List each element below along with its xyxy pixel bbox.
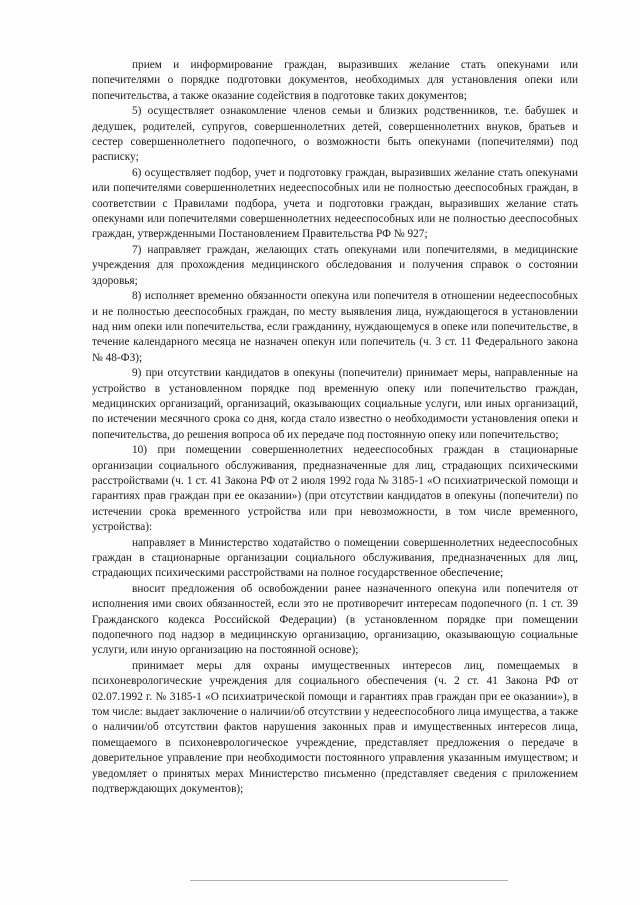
paragraph-item-7: 7) направляет граждан, желающих стать опекунами или попечителями, в медицинские учреждения для прохождения медицинского обследования и получения справок о состоянии здоровья; (92, 243, 578, 287)
paragraph-item-8: 8) исполняет временно обязанности опекуна или попечителя в отношении недееспособных и не полностью дееспособных граждан, по месту выявления лица, нуждающегося в установлении над ним опеки или попечительства, если гражданину, нуждающемуся в опеке или попечительстве, в течение календарного месяца не назначен опекун или попечитель (ч. 3 ст. 11 Федерального закона № 48-ФЗ); (92, 290, 578, 364)
paragraph-subitem-release: вносит предложения об освобождении ранее назначенного опекуна или попечителя от исполнения ими своих обязанностей, если это не противоречит интересам подопечного (п. 1 ст. 39 Гражданского кодекса Российской Федерации) (в установленном порядке при помещении подопечного под надзор в медицинскую организацию, организацию, оказывающую социальные услуги, или иную организацию на постоянной основе); (92, 582, 578, 657)
paragraph-item-9: 9) при отсутствии кандидатов в опекуны (попечители) принимает меры, направленные на устройство в установленном порядке под временную опеку или попечительство граждан, медицинских организаций, организаций, оказывающих социальные услуги, или иных организаций, по истечении месячного срока со дня, когда стало известно о необходимости установления опеки и попечительства, до решения вопроса об их передаче под постоянную опеку или попечительство; (92, 367, 578, 441)
paragraph-intro: прием и информирование граждан, выразивших желание стать опекунами или попечителями о порядке подготовки документов, необходимых для установления опеки или попечительства, а также оказание содействия в подготовке таких документов; (92, 59, 578, 102)
bottom-divider (190, 880, 508, 881)
paragraph-item-10: 10) при помещении совершеннолетних недееспособных граждан в стационарные организации социального обслуживания, предназначенные для лиц, страдающих психическими расстройствами (ч. 1 ст. 41 Закона РФ от 2 июля 1992 года № 3185-1 «О психиатрической помощи и гарантиях прав граждан при ее оказании») (при отсутствии кандидатов в опекуны (попечители) по истечении срока временного устройства или при невозможности, в том числе временного, устройства): (92, 444, 578, 534)
paragraph-item-5: 5) осуществляет ознакомление членов семьи и близких родственников, т.е. бабушек и дедушек, родителей, супругов, совершеннолетних детей, совершеннолетних внуков, братьев и сестер совершеннолетнего подопечного, о возможности быть опекунами (попечителями) под расписку; (92, 105, 578, 164)
document-body (92, 58, 578, 798)
paragraph-subitem-property: принимает меры для охраны имущественных интересов лиц, помещаемых в психоневрологические учреждения для социального обеспечения (ч. 2 ст. 41 Закона РФ от 02.07.1992 г. № 3185-1 «О психиатрической помощи и гарантиях прав граждан при ее оказании»), в том числе: выдает заключение о наличии/об отсутствии у недееспособного лица имущества, а также о наличии/об отсутствии фактов нарушения законных прав и имущественных интересов лица, помещаемого в психоневрологическое учреждение, представляет предложения о передаче в доверительное управление при необходимости постоянного управления указанным имуществом; и уведомляет о принятых мерах Министерство письменно (представляет сведения с приложением подтверждающих документов); (92, 659, 578, 796)
paragraph-subitem-petition: направляет в Министерство ходатайство о помещении совершеннолетних недееспособных граждан в стационарные организации социального обслуживания, предназначенных для лиц, страдающих психическими расстройствами на полное государственное обеспечение; (92, 536, 578, 580)
paragraph-item-6: 6) осуществляет подбор, учет и подготовку граждан, выразивших желание стать опекунами или попечителями совершеннолетних недееспособных или не полностью дееспособных граждан, в соответствии с Правилами подбора, учета и подготовки граждан, выразивших желание стать опекунами или попечителями совершеннолетних недееспособных или не полностью дееспособных граждан, утвержденными Постановлением Правительства РФ № 927; (92, 166, 578, 241)
